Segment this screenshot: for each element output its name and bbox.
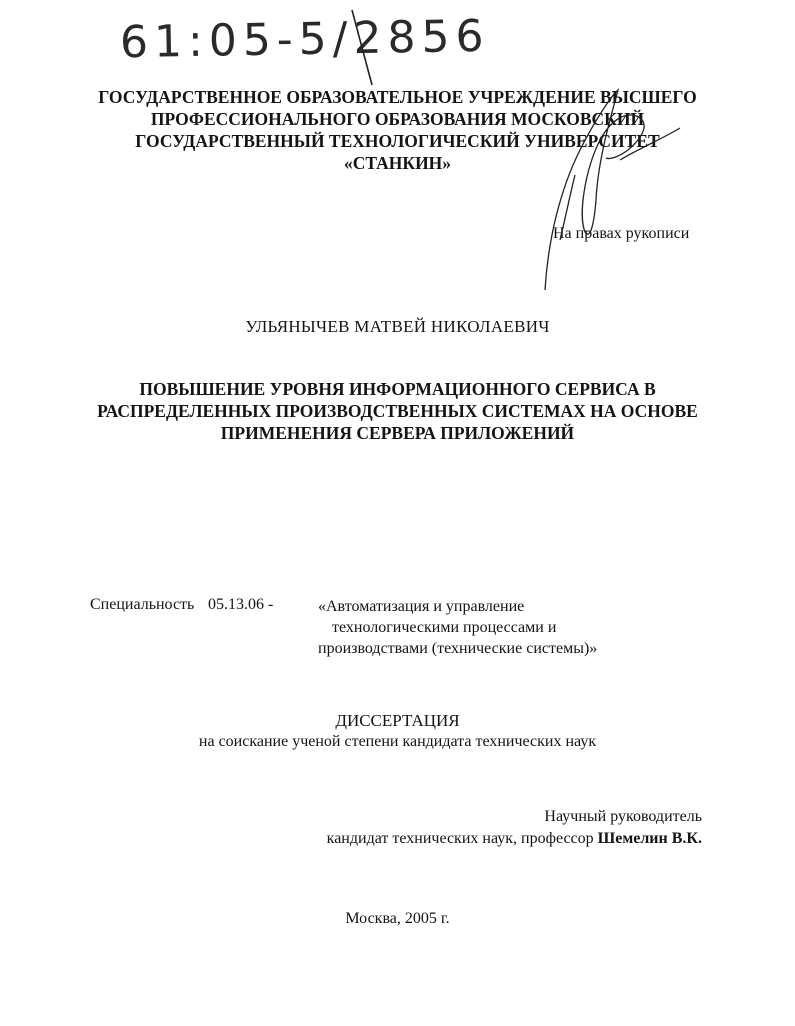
specialty-desc-line: производствами (технические системы)» <box>318 640 598 657</box>
title-line: РАСПРЕДЕЛЕННЫХ ПРОИЗВОДСТВЕННЫХ СИСТЕМАХ НА ОСНОВЕ <box>97 401 698 421</box>
rights-note: На правах рукописи <box>553 225 690 242</box>
city-year: Москва, 2005 г. <box>345 910 450 927</box>
specialty-label: Специальность <box>90 596 195 613</box>
specialty-desc-line: «Автоматизация и управление <box>318 598 525 615</box>
institution-line: ГОСУДАРСТВЕННОЕ ОБРАЗОВАТЕЛЬНОЕ УЧРЕЖДЕНИЕ ВЫСШЕГО <box>98 87 697 107</box>
specialty-code: 05.13.06 - <box>208 596 274 613</box>
supervisor-name: Шемелин В.К. <box>597 830 702 847</box>
supervisor-label: Научный руководитель <box>544 808 702 825</box>
institution-line: «СТАНКИН» <box>343 153 452 173</box>
author-name: УЛЬЯНЫЧЕВ МАТВЕЙ НИКОЛАЕВИЧ <box>245 317 550 336</box>
title-line: ПОВЫШЕНИЕ УРОВНЯ ИНФОРМАЦИОННОГО СЕРВИСА В <box>139 379 656 399</box>
supervisor-degree: кандидат технических наук, профессор <box>326 830 594 847</box>
title-line: ПРИМЕНЕНИЯ СЕРВЕРА ПРИЛОЖЕНИЙ <box>220 423 575 443</box>
dissertation-subheading: на соискание ученой степени кандидата технических наук <box>198 733 597 750</box>
dissertation-heading: ДИССЕРТАЦИЯ <box>335 711 460 730</box>
specialty-desc-line: технологическими процессами и <box>332 619 557 636</box>
institution-line: ПРОФЕССИОНАЛЬНОГО ОБРАЗОВАНИЯ МОСКОВСКИЙ <box>150 109 645 129</box>
institution-line: ГОСУДАРСТВЕННЫЙ ТЕХНОЛОГИЧЕСКИЙ УНИВЕРСИТЕТ <box>135 131 660 151</box>
archive-code: 61:05-5/2856 <box>119 10 490 69</box>
